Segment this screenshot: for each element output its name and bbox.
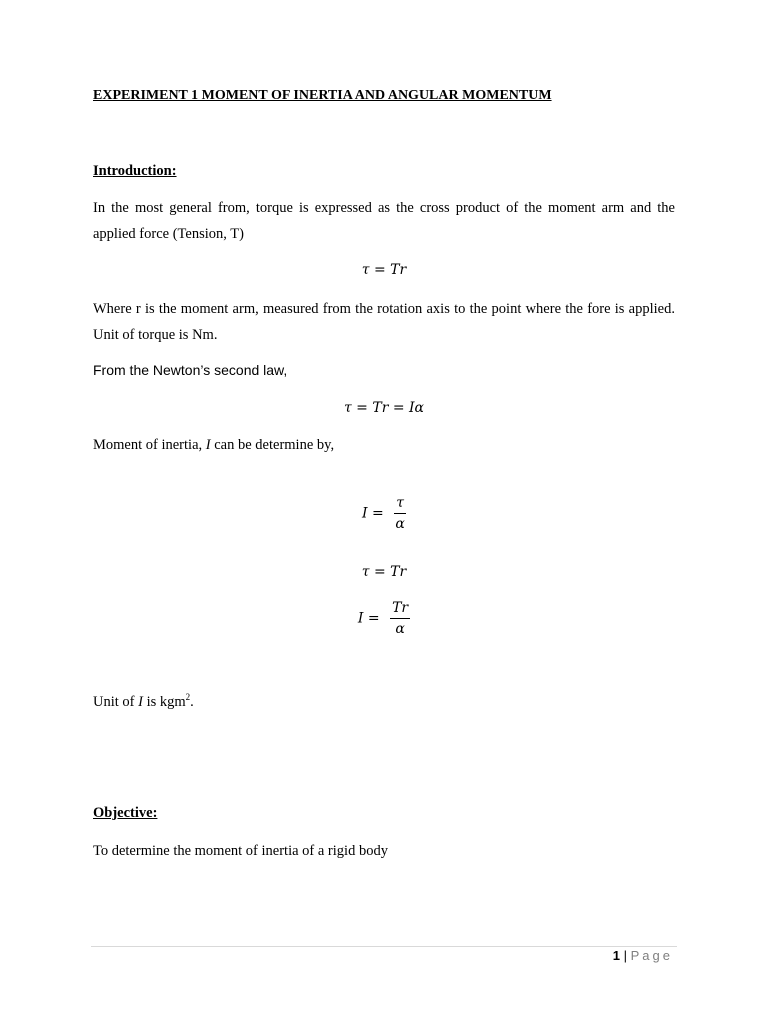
unit-superscript: 2 xyxy=(185,692,191,702)
intro-paragraph-2: Where r is the moment arm, measured from the rotation axis to the point where the fore is applied. Unit of torque is Nm. xyxy=(93,301,675,343)
document-title: EXPERIMENT 1 MOMENT OF INERTIA AND ANGULAR MOMENTUM xyxy=(93,88,552,103)
fraction-numerator: τ xyxy=(394,495,406,514)
equation-torque-repeat: τ = Tr xyxy=(361,564,407,580)
moment-line-text: Moment of inertia, xyxy=(93,437,206,453)
page-separator: | xyxy=(620,948,631,963)
moment-line-variable: I xyxy=(205,437,211,453)
fraction-denominator: α xyxy=(395,516,405,532)
page-footer xyxy=(613,948,673,963)
newton-law-line: From the Newton’s second law, xyxy=(93,362,288,378)
equation-inertia-tr xyxy=(0,600,768,637)
intro-paragraph-1: In the most general from, torque is expressed as the cross product of the moment arm and the applied force (Tension, T) xyxy=(93,200,675,242)
footer-divider xyxy=(91,946,677,947)
fraction-tau-alpha xyxy=(394,495,406,532)
moment-line-text-end: can be determine by, xyxy=(210,437,335,453)
equation-inertia-fraction xyxy=(0,495,768,532)
unit-line-period: . xyxy=(190,693,194,710)
page-number: 1 xyxy=(612,948,621,963)
equation-newton: τ = Tr = Iα xyxy=(343,400,425,416)
equation-torque: τ = Tr xyxy=(361,262,407,278)
fraction-numerator: Tr xyxy=(390,600,410,619)
fraction-denominator: α xyxy=(395,621,405,637)
equation-inertia-tr-lhs: I = xyxy=(357,610,380,627)
page-label: Page xyxy=(630,948,673,963)
objective-heading: Objective: xyxy=(93,805,158,821)
objective-text: To determine the moment of inertia of a rigid body xyxy=(93,843,388,859)
moment-of-inertia-line xyxy=(93,437,334,454)
fraction-tr-alpha xyxy=(390,600,410,637)
unit-line-text: Unit of xyxy=(93,693,139,710)
introduction-heading: Introduction: xyxy=(93,163,177,179)
equation-inertia-lhs: I = xyxy=(362,505,384,522)
unit-line-unit: is kgm xyxy=(142,693,186,710)
unit-line-variable: I xyxy=(138,693,143,710)
unit-of-inertia-line xyxy=(93,692,194,711)
